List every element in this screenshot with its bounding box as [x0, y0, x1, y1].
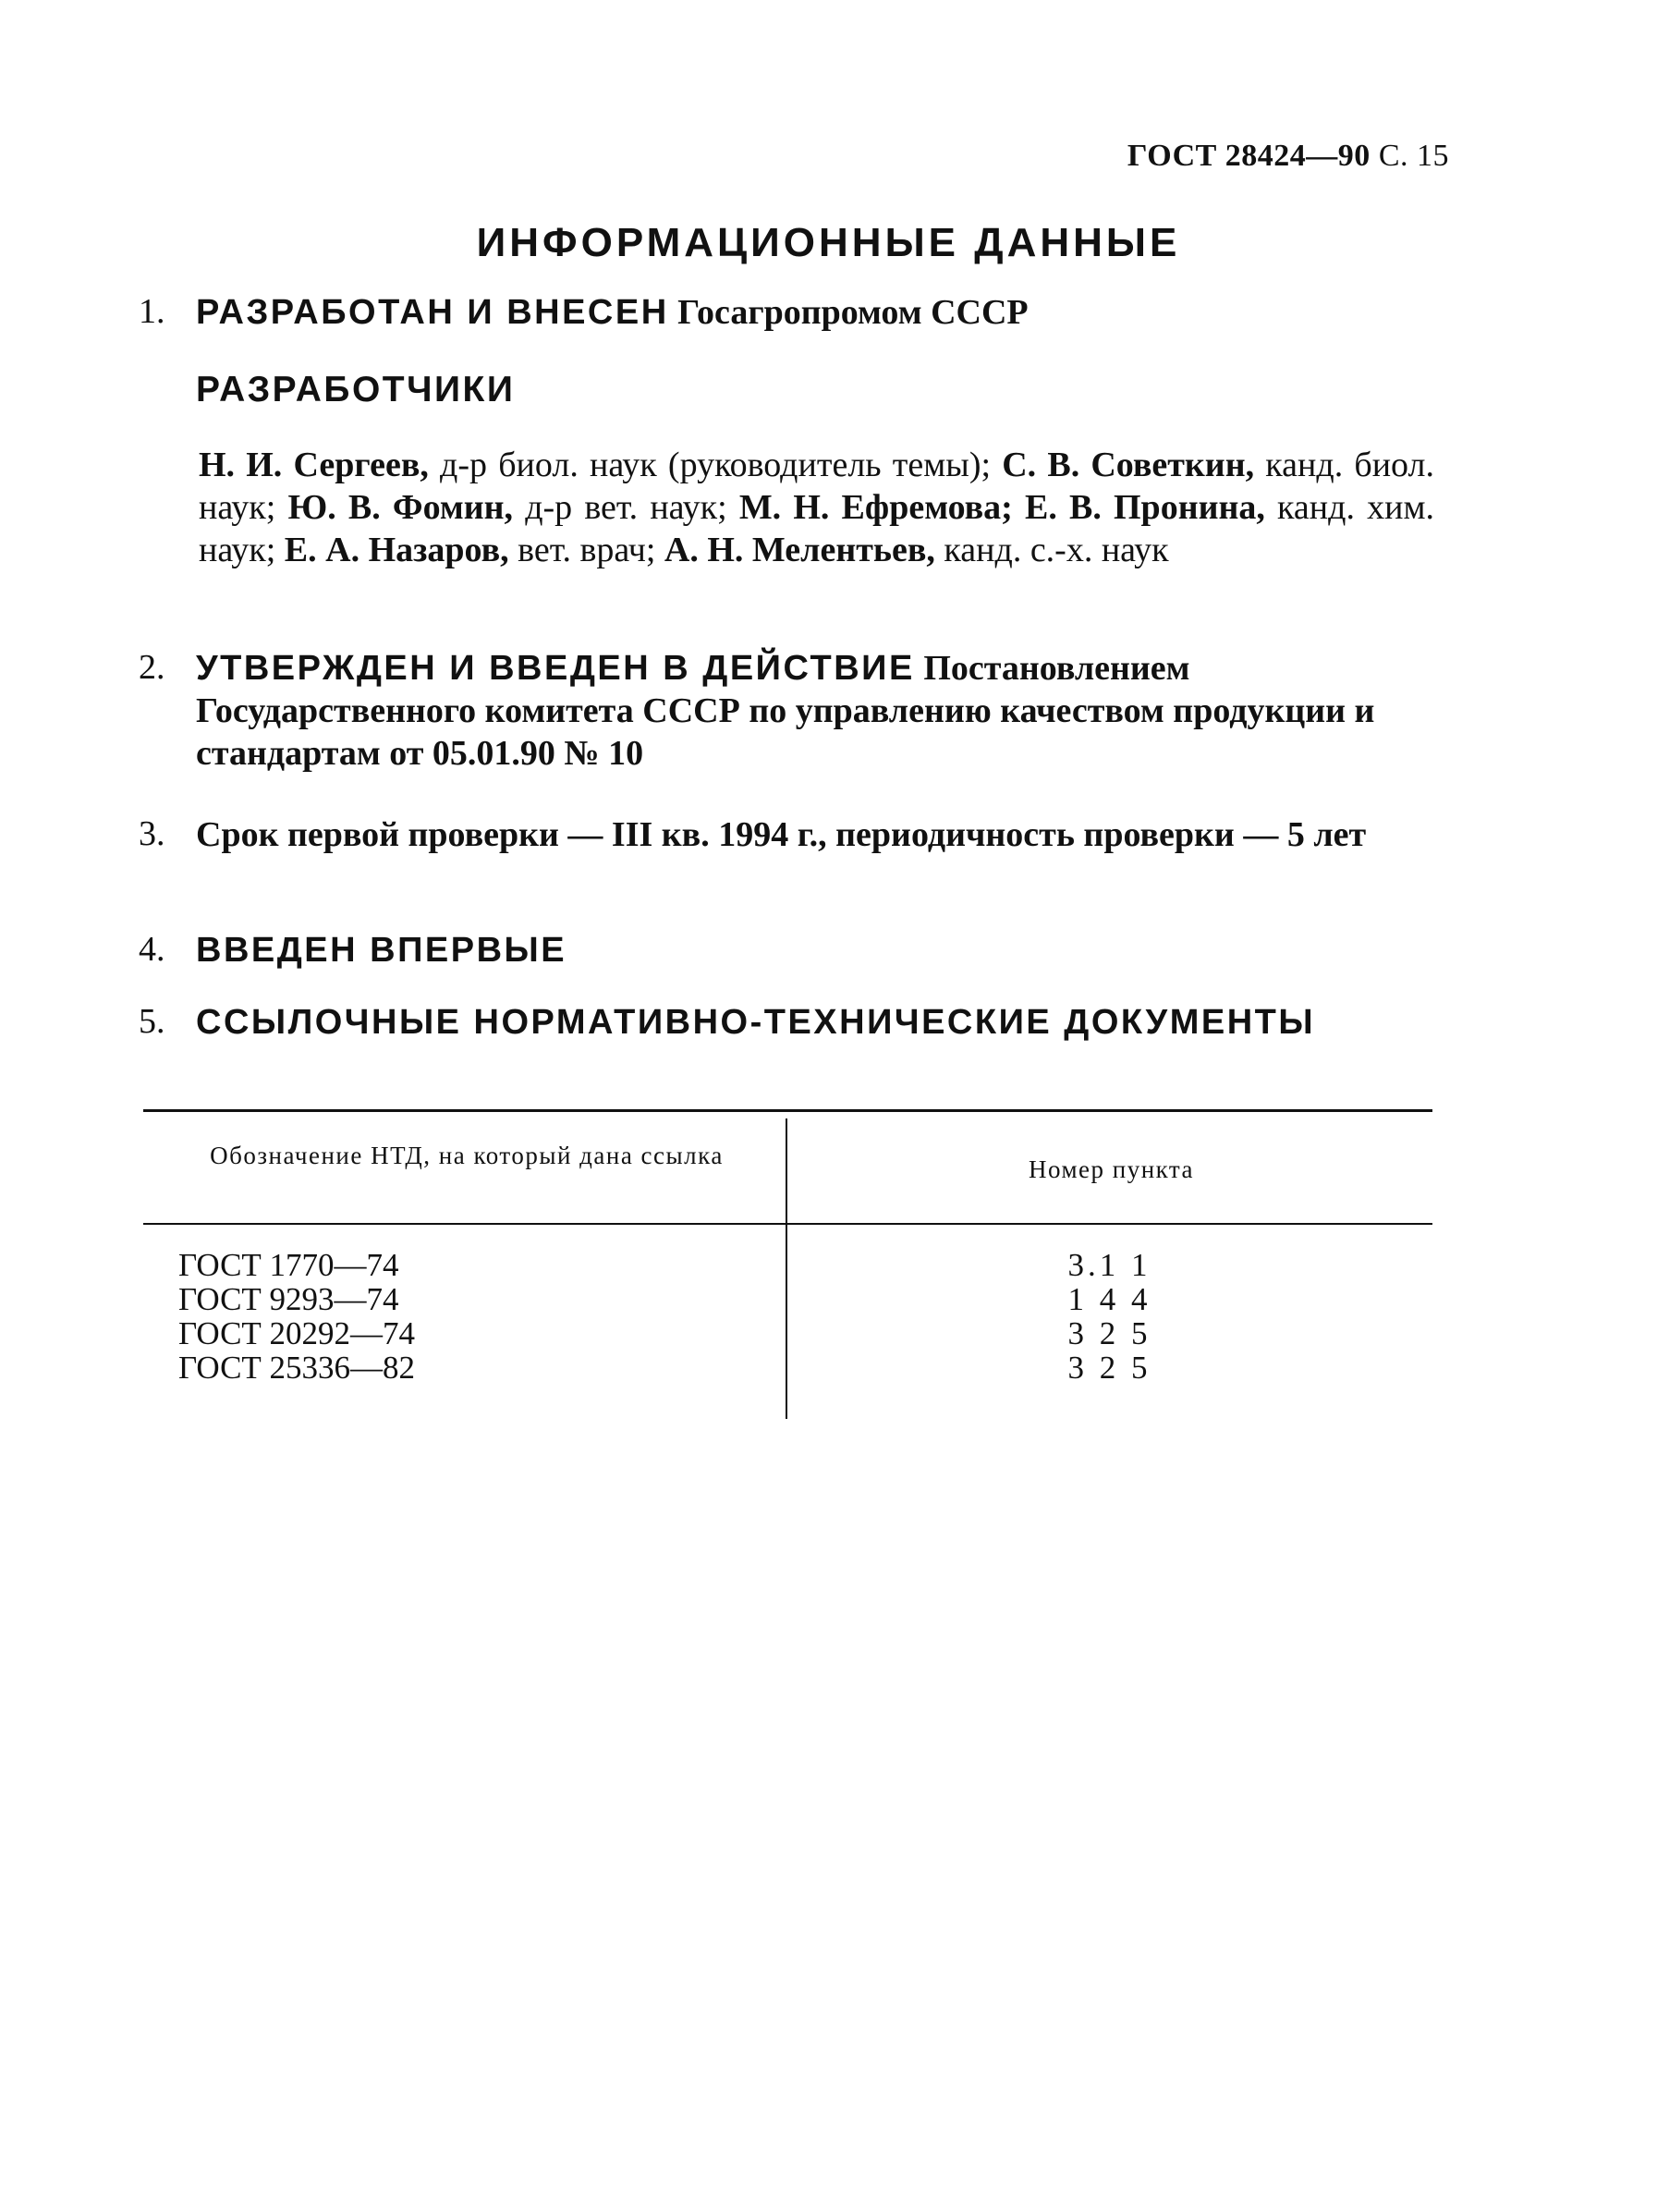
developer-role: канд. хим. наук; — [199, 488, 1435, 569]
table-rows — [178, 1248, 1432, 1385]
developer-role: вет. врач; — [518, 531, 656, 569]
item-number: 5. — [139, 1002, 165, 1041]
table-cell-point: 3 2 5 — [1067, 1315, 1151, 1351]
developer-role: д-р вет. наук; — [525, 488, 727, 527]
developer-name: А. Н. Мелентьев, — [664, 531, 935, 569]
page-number: С. 15 — [1378, 139, 1449, 173]
table-cell-ref: ГОСТ 9293—74 — [178, 1281, 399, 1317]
table-cell-point: 3.1 1 — [1067, 1247, 1151, 1283]
developer-name: С. В. Советкин, — [1002, 446, 1255, 484]
table-row — [178, 1248, 1432, 1282]
document-title: ИНФОРМАЦИОННЫЕ ДАННЫЕ — [476, 220, 1181, 265]
table-cell-ref: ГОСТ 25336—82 — [178, 1350, 416, 1386]
reference-documents-table — [143, 1109, 1432, 1428]
item-text: Постановлением Государственного комитета СССР по управлению качеством продукции и стандартам от 05.01.90 № 10 — [196, 649, 1375, 773]
item-text: Госагропромом СССР — [677, 293, 1029, 332]
item-5 — [139, 1001, 1432, 1044]
developer-name: Ю. В. Фомин, — [287, 488, 514, 527]
developer-name: М. Н. Ефремова; — [738, 488, 1013, 527]
item-4 — [139, 929, 1432, 972]
item-heading: РАЗРАБОТАН И ВНЕСЕН — [196, 293, 669, 332]
table-header-clause: Номер пункта — [1028, 1155, 1195, 1183]
developers-label: РАЗРАБОТЧИКИ — [196, 370, 516, 409]
table-row — [178, 1350, 1432, 1385]
developer-name: Н. И. Сергеев, — [199, 446, 429, 484]
table-row — [178, 1282, 1432, 1316]
page-header — [1127, 139, 1449, 174]
item-heading: УТВЕРЖДЕН И ВВЕДЕН В ДЕЙСТВИЕ — [196, 649, 915, 688]
item-1 — [139, 291, 1432, 334]
item-number: 4. — [139, 930, 165, 969]
item-heading: ССЫЛОЧНЫЕ НОРМАТИВНО-ТЕХНИЧЕСКИЕ ДОКУМЕНТЫ — [196, 1003, 1316, 1042]
developer-role: канд. с.-х. наук — [944, 531, 1169, 569]
table-cell-point: 1 4 4 — [1067, 1281, 1151, 1317]
developers-block — [196, 370, 1435, 569]
table-row — [178, 1316, 1432, 1350]
table-header-designation: Обозначение НТД, на который дана ссылка — [210, 1142, 724, 1169]
item-number: 1. — [139, 292, 165, 331]
item-number: 3. — [139, 814, 165, 853]
table-cell-ref: ГОСТ 20292—74 — [178, 1315, 416, 1351]
table-cell-point: 3 2 5 — [1067, 1350, 1151, 1386]
developer-name: Е. А. Назаров, — [284, 531, 509, 569]
table-header-rule — [143, 1223, 1432, 1225]
item-text: Срок первой проверки — III кв. 1994 г., периодичность проверки — 5 лет — [196, 815, 1367, 854]
developer-name: Е. В. Пронина, — [1024, 488, 1265, 527]
table-top-rule — [143, 1109, 1432, 1112]
developer-role: канд. биол. наук; — [199, 446, 1435, 527]
developer-role: д-р биол. наук (руководитель темы); — [440, 446, 992, 484]
item-2 — [139, 647, 1432, 775]
item-3 — [139, 813, 1432, 856]
table-cell-ref: ГОСТ 1770—74 — [178, 1247, 399, 1283]
item-heading: ВВЕДЕН ВПЕРВЫЕ — [196, 931, 567, 970]
item-number: 2. — [139, 648, 165, 687]
developers-list — [199, 444, 1434, 571]
standard-number: ГОСТ 28424—90 — [1127, 139, 1371, 173]
